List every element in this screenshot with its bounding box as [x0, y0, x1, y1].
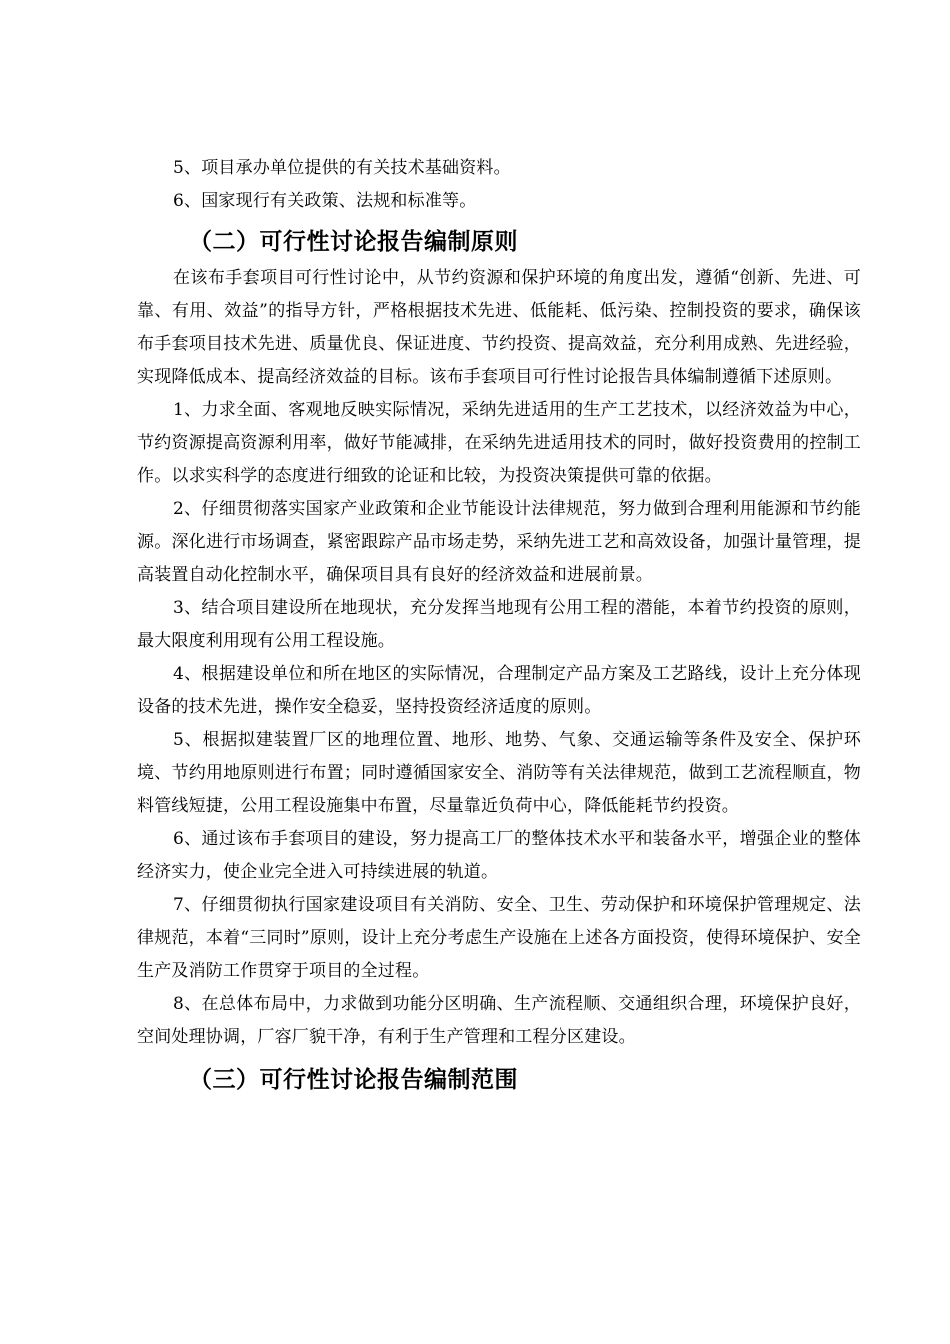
principle-item-1: 1、力求全面、客观地反映实际情况，采纳先进适用的生产工艺技术，以经济效益为中心，节约资源提高资源利用率，做好节能减排，在采纳先进适用技术的同时，做好投资费用的控制工作。以求实科学的态度进行细致的论证和比较，为投资决策提供可靠的依据。: [137, 400, 861, 486]
principle-item-6: 6、通过该布手套项目的建设，努力提高工厂的整体技术水平和装备水平，增强企业的整体经济实力，使企业完全进入可持续进展的轨道。: [137, 829, 861, 882]
principle-item-4: 4、根据建设单位和所在地区的实际情况，合理制定产品方案及工艺路线，设计上充分体现设备的技术先进，操作安全稳妥，坚持投资经济适度的原则。: [137, 664, 861, 717]
document-body: [137, 152, 861, 1100]
principle-item-3: 3、结合项目建设所在地现状，充分发挥当地现有公用工程的潜能，本着节约投资的原则，最大限度利用现有公用工程设施。: [137, 598, 861, 651]
basis-item-5: 5、项目承办单位提供的有关技术基础资料。: [173, 158, 511, 178]
principle-item-8: 8、在总体布局中，力求做到功能分区明确、生产流程顺、交通组织合理，环境保护良好，空间处理协调，厂容厂貌干净，有利于生产管理和工程分区建设。: [137, 994, 861, 1047]
basis-item-6: 6、国家现行有关政策、法规和标准等。: [173, 191, 477, 211]
principle-item-7: 7、仔细贯彻执行国家建设项目有关消防、安全、卫生、劳动保护和环境保护管理规定、法律规范，本着“三同时”原则，设计上充分考虑生产设施在上述各方面投资，使得环境保护、安全生产及消防工作贯穿于项目的全过程。: [137, 895, 861, 981]
principles-intro-paragraph: 在该布手套项目可行性讨论中，从节约资源和保护环境的角度出发，遵循“创新、先进、可靠、有用、效益”的指导方针，严格根据技术先进、低能耗、低污染、控制投资的要求，确保该布手套项目技术先进、质量优良、保证进度、节约投资、提高效益，充分利用成熟、先进经验，实现降低成本、提高经济效益的目标。该布手套项目可行性讨论报告具体编制遵循下述原则。: [137, 268, 861, 387]
principle-item-2: 2、仔细贯彻落实国家产业政策和企业节能设计法律规范，努力做到合理利用能源和节约能源。深化进行市场调查，紧密跟踪产品市场走势，采纳先进工艺和高效设备，加强计量管理，提高装置自动化控制水平，确保项目具有良好的经济效益和进展前景。: [137, 499, 861, 585]
section-heading-principles: （二）可行性讨论报告编制原则: [189, 229, 518, 255]
section-heading-scope: （三）可行性讨论报告编制范围: [189, 1067, 518, 1093]
principle-item-5: 5、根据拟建装置厂区的地理位置、地形、地势、气象、交通运输等条件及安全、保护环境、节约用地原则进行布置；同时遵循国家安全、消防等有关法律规范，做到工艺流程顺直，物料管线短捷，公用工程设施集中布置，尽量靠近负荷中心，降低能耗节约投资。: [137, 730, 861, 816]
